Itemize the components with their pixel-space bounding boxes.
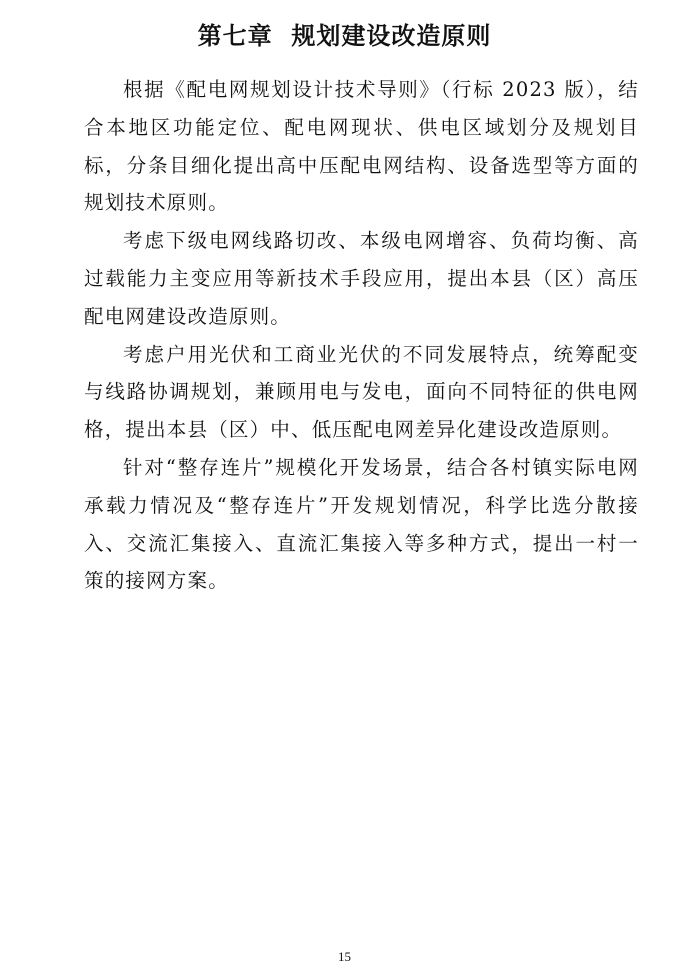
chapter-title: 第七章 规划建设改造原则 — [197, 22, 492, 50]
paragraph-2: 考虑下级电网线路切改、本级电网增容、负荷均衡、高过载能力主变应用等新技术手段应用，提出本县（区）高压配电网建设改造原则。 — [84, 229, 639, 328]
paragraph-4: 针对“整存连片”规模化开发场景，结合各村镇实际电网承载力情况及“整存连片”开发规划情况，科学比选分散接入、交流汇集接入、直流汇集接入等多种方式，提出一村一策的接网方案。 — [84, 455, 639, 593]
page-number: 15 — [338, 949, 351, 964]
body-text — [84, 71, 639, 600]
paragraph-1: 根据《配电网规划设计技术导则》（行标 2023 版），结合本地区功能定位、配电网现状、供电区域划分及规划目标，分条目细化提出高中压配电网结构、设备选型等方面的规划技术原则。 — [84, 78, 639, 215]
paragraph-3: 考虑户用光伏和工商业光伏的不同发展特点，统筹配变与线路协调规划，兼顾用电与发电，面向不同特征的供电网格，提出本县（区）中、低压配电网差异化建设改造原则。 — [84, 342, 639, 442]
